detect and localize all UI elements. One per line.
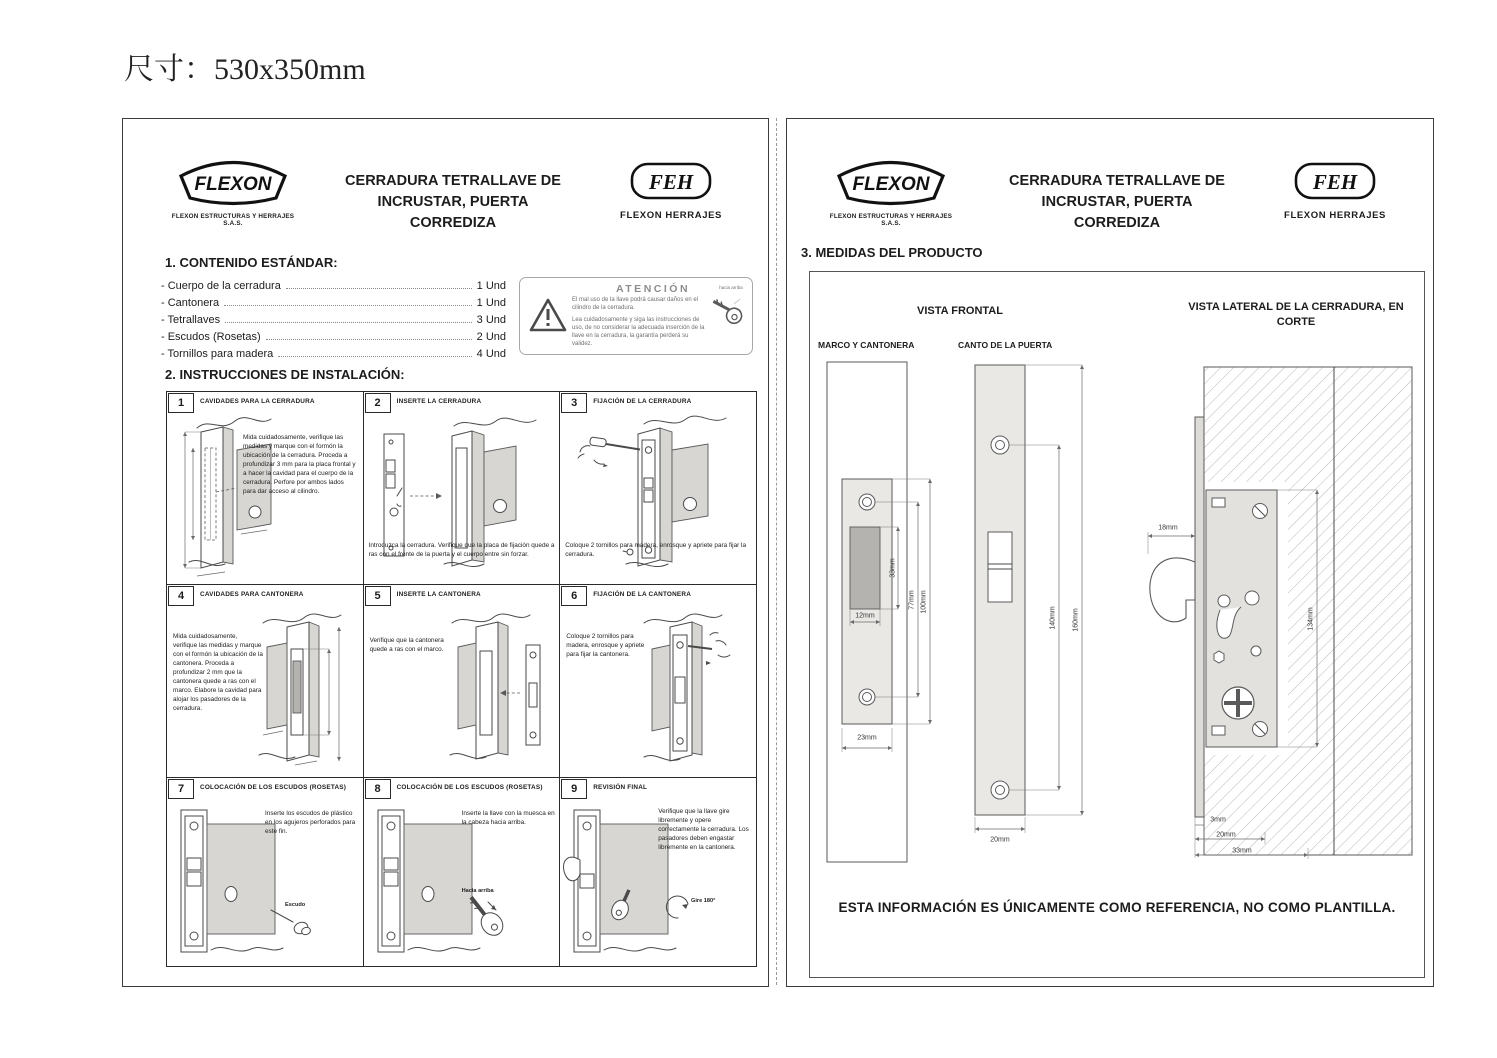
step-number: 5	[365, 586, 391, 606]
item-qty: 4 Und	[476, 348, 506, 360]
technical-drawings	[810, 358, 1424, 886]
feh-subtitle: FLEXON HERRAJES	[1284, 210, 1386, 221]
step-title: FIJACIÓN DE LA CANTONERA	[593, 591, 692, 598]
step-number: 2	[365, 393, 391, 413]
title-line-1: CERRADURA TETRALLAVE DE	[345, 173, 561, 189]
title-line-1: CERRADURA TETRALLAVE DE	[1009, 173, 1225, 189]
list-item	[161, 326, 506, 343]
step-number: 7	[168, 779, 194, 799]
item-qty: 1 Und	[476, 297, 506, 309]
dim-lateral-depth: 33mm	[1232, 847, 1252, 855]
sheet-size-label: 尺寸：	[124, 53, 214, 86]
feh-brand-block	[601, 161, 741, 221]
flexon-brand-block	[821, 157, 961, 227]
step-title: REVISIÓN FINAL	[593, 784, 648, 791]
svg-text:FEH: FEH	[1312, 170, 1358, 194]
warning-triangle-icon	[528, 296, 568, 336]
item-label: - Cuerpo de la cerradura	[161, 280, 281, 292]
key-icon	[706, 294, 748, 330]
step-text: Inserte la llave con la muesca en la cabeza hacia arriba.	[461, 810, 555, 826]
step-number: 9	[561, 779, 587, 799]
step-title: INSERTE LA CERRADURA	[396, 398, 482, 405]
canto-label: CANTO DE LA PUERTA	[958, 340, 1053, 350]
step-text: Mida cuidadosamente, verifique las medidas y marque con el formón la ubicación de la cerradura. Proceda a profundizar 3 mm para la placa frontal y a hacer la cavidad para el cuerpo de la cerradura. Perfore por ambos lados para dar acceso al cilindro.	[243, 434, 356, 495]
attention-title: ATENCIÓN	[615, 283, 691, 295]
contents-list	[161, 275, 506, 360]
step-cell-2	[364, 392, 561, 585]
sheet-size-value: 530x350mm	[214, 53, 366, 86]
step-number: 1	[168, 393, 194, 413]
step-title: INSERTE LA CANTONERA	[396, 591, 481, 598]
dim-lateral-door: 20mm	[1216, 831, 1236, 839]
product-dimensions-box	[809, 271, 1425, 978]
step-cell-4	[167, 585, 364, 778]
title-line-3: CORREDIZA	[409, 215, 497, 232]
step-cell-9	[560, 778, 757, 967]
dotted-leader	[225, 322, 472, 323]
step-title: CAVIDADES PARA LA CERRADURA	[200, 398, 315, 405]
dotted-leader	[286, 288, 472, 289]
page-fold-line	[776, 118, 777, 985]
list-item	[161, 275, 506, 292]
item-label: - Cantonera	[161, 297, 220, 309]
dim-canto-width: 20mm	[990, 836, 1010, 844]
flexon-brand-subtitle: FLEXON ESTRUCTURAS Y HERRAJES S.A.S.	[171, 213, 295, 227]
flexon-logo	[173, 157, 293, 207]
document-title	[997, 171, 1237, 234]
svg-text:FEH: FEH	[648, 170, 694, 194]
dim-marco-width: 23mm	[857, 734, 877, 742]
dim-marco-holes: 77mm	[908, 590, 916, 610]
page-left	[122, 118, 769, 987]
step-number: 4	[168, 586, 194, 606]
step-title: CAVIDADES PARA CANTONERA	[200, 591, 304, 598]
step-text: Coloque 2 tornillos para madera, enrosque y apriete para fijar la cantonera.	[566, 633, 645, 658]
step-text: Verifique que la llave gire libremente y opere correctamente la cerradura. Los pasadores deben engastar libremente en la cantonera.	[658, 808, 749, 851]
feh-brand-block	[1265, 161, 1405, 221]
step-number: 6	[561, 586, 587, 606]
attention-paragraph-1: El mal uso de la llave podrá causar daños en el cilindro de la cerradura.	[572, 297, 699, 312]
dim-lateral-hook: 18mm	[1158, 524, 1178, 532]
marco-drawing	[827, 362, 932, 862]
step-cell-5	[364, 585, 561, 778]
step5-illustration	[364, 605, 560, 775]
svg-text:FLEXON: FLEXON	[852, 174, 930, 195]
dotted-leader	[278, 356, 471, 357]
flexon-brand-block	[163, 157, 303, 227]
dim-marco-height: 100mm	[920, 590, 928, 614]
step-callout: Escudo	[285, 902, 306, 908]
section1-heading: 1. CONTENIDO ESTÁNDAR:	[165, 255, 338, 270]
title-line-2: INCRUSTAR, PUERTA	[1041, 194, 1193, 211]
title-line-2: INCRUSTAR, PUERTA	[377, 194, 529, 211]
dim-marco-slot-height: 33mm	[889, 558, 897, 578]
section2-heading: 2. INSTRUCCIONES DE INSTALACIÓN:	[165, 367, 405, 382]
canto-drawing	[975, 365, 1084, 833]
dotted-leader	[224, 305, 472, 306]
item-label: - Tetrallaves	[161, 314, 221, 326]
dim-lateral-body: 134mm	[1307, 607, 1315, 631]
key-note: hacia arriba	[719, 285, 743, 290]
flexon-brand-subtitle: FLEXON ESTRUCTURAS Y HERRAJES S.A.S.	[829, 213, 953, 227]
step-title: FIJACIÓN DE LA CERRADURA	[593, 398, 692, 405]
dim-canto-height: 160mm	[1072, 608, 1080, 632]
svg-text:FLEXON: FLEXON	[194, 174, 272, 195]
document-title	[333, 171, 573, 234]
lateral-drawing	[1148, 367, 1412, 859]
marco-label: MARCO Y CANTONERA	[818, 340, 915, 350]
feh-logo	[629, 161, 713, 201]
step-title: COLOCACIÓN DE LOS ESCUDOS (ROSETAS)	[396, 784, 543, 791]
feh-subtitle: FLEXON HERRAJES	[620, 210, 722, 221]
step-text: Inserte los escudos de plástico en los agujeros perforados para este fin.	[265, 810, 356, 835]
step-cell-8	[364, 778, 561, 967]
section3-heading: 3. MEDIDAS DEL PRODUCTO	[801, 245, 983, 260]
step-text: Verifique que la cantonera quede a ras con el marco.	[369, 637, 444, 653]
instruction-steps-grid	[166, 391, 757, 967]
step-callout: Gire 180°	[691, 898, 716, 904]
dotted-leader	[266, 339, 472, 340]
feh-logo	[1293, 161, 1377, 201]
dim-marco-slot-width: 12mm	[855, 612, 875, 620]
sheet-size-note	[124, 44, 366, 88]
step-callout: Hacia arriba	[461, 888, 494, 894]
step-number: 8	[365, 779, 391, 799]
step-text: Mida cuidadosamente, verifique las medidas y marque con el formón la ubicación de la cantonera. Proceda a profundizar 2 mm que la cantonera quede a ras con el marco. Elabore la cavidad para alojar los pasadores de la cerradura.	[173, 633, 263, 712]
item-qty: 2 Und	[476, 331, 506, 343]
step-number: 3	[561, 393, 587, 413]
list-item	[161, 343, 506, 360]
step-cell-1	[167, 392, 364, 585]
item-qty: 3 Und	[476, 314, 506, 326]
lateral-view-title: VISTA LATERAL DE LA CERRADURA, EN CORTE	[1188, 301, 1404, 328]
screwdriver-icon	[578, 437, 640, 467]
list-item	[161, 292, 506, 309]
item-label: - Escudos (Rosetas)	[161, 331, 261, 343]
dim-canto-holes: 140mm	[1049, 606, 1057, 630]
title-line-3: CORREDIZA	[1073, 215, 1161, 232]
step-cell-3	[560, 392, 757, 585]
list-item	[161, 309, 506, 326]
page-right	[786, 118, 1434, 987]
attention-box	[519, 277, 753, 355]
item-label: - Tornillos para madera	[161, 348, 274, 360]
dim-lateral-plate: 3mm	[1210, 816, 1226, 824]
step-cell-6	[560, 585, 757, 778]
step-text: Coloque 2 tornillos para madera, enrosque y apriete para fijar la cerradura.	[565, 542, 747, 558]
attention-paragraph-2: Lea cuidadosamente y siga las instrucciones de uso, de no considerar la adecuada inserción de la llave en la cerradura, la garantía perderá su validez.	[572, 317, 705, 348]
reference-footnote: ESTA INFORMACIÓN ES ÚNICAMENTE COMO REFERENCIA, NO COMO PLANTILLA.	[838, 900, 1396, 915]
step-text: Introduzca la cerradura. Verifique que la placa de fijación quede a ras con el frente de la puerta y el cuerpo entre sin forzar.	[368, 542, 555, 558]
frontal-view-title: VISTA FRONTAL	[917, 305, 1003, 317]
item-qty: 1 Und	[476, 280, 506, 292]
step-title: COLOCACIÓN DE LOS ESCUDOS (ROSETAS)	[200, 784, 347, 791]
flexon-logo	[831, 157, 951, 207]
step-cell-7	[167, 778, 364, 967]
step6-illustration	[560, 605, 756, 775]
